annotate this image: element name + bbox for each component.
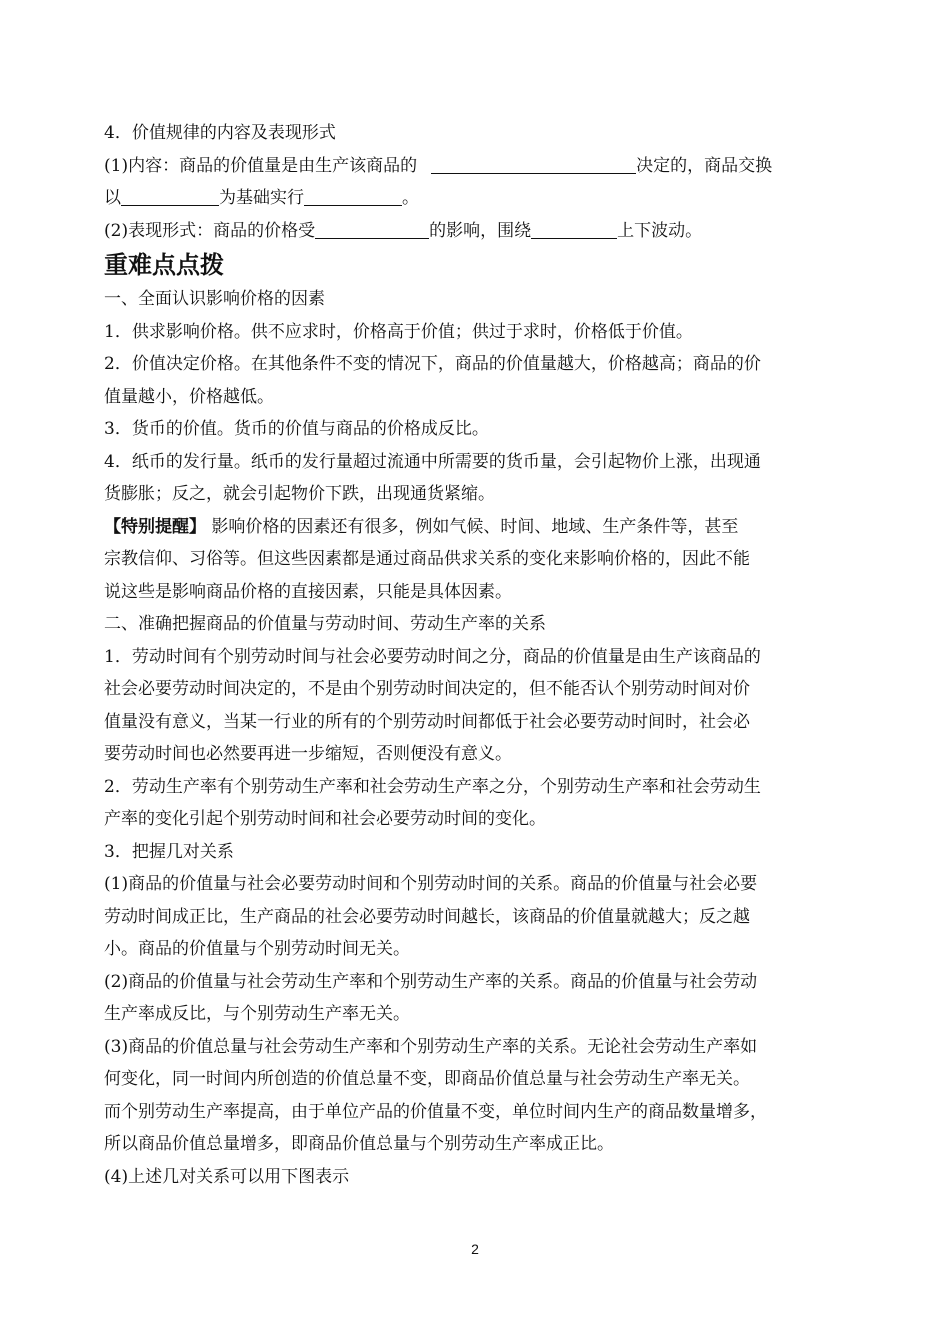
content-line	[104, 215, 848, 248]
paragraph-line: 4．纸币的发行量。纸币的发行量超过流通中所需要的货币量，会引起物价上涨，出现通	[104, 451, 761, 472]
fill-in-blank[interactable]	[431, 156, 636, 174]
paragraph-line: 1．供求影响价格。供不应求时，价格高于价值；供过于求时，价格低于价值。	[104, 321, 693, 342]
text: 影响价格的因素还有很多，例如气候、时间、地域、生产条件等，甚至	[206, 516, 739, 537]
content-line	[104, 182, 848, 215]
paragraph-line: 社会必要劳动时间决定的，不是由个别劳动时间决定的，但不能否认个别劳动时间对价	[104, 679, 750, 699]
page-number: 2	[471, 1241, 479, 1257]
paragraph-line: 而个别劳动生产率提高，由于单位产品的价值量不变，单位时间内生产的商品数量增多，	[104, 1101, 767, 1122]
part2-title: 二、准确把握商品的价值量与劳动时间、劳动生产率的关系	[104, 614, 546, 634]
paragraph-line: (2)商品的价值量与社会劳动生产率和个别劳动生产率的关系。商品的价值量与社会劳动	[104, 971, 758, 992]
special-note-line	[104, 511, 848, 544]
paragraph-line: 2．价值决定价格。在其他条件不变的情况下，商品的价值量越大，价格越高；商品的价	[104, 354, 761, 374]
paragraph-line: 1．劳动时间有个别劳动时间与社会必要劳动时间之分，商品的价值量是由生产该商品的	[104, 646, 761, 667]
paragraph-line: 说这些是影响商品价格的直接因素，只能是具体因素。	[104, 581, 512, 602]
text: 的影响，围绕	[429, 220, 532, 241]
paragraph-line: 产率的变化引起个别劳动时间和社会必要劳动时间的变化。	[104, 809, 546, 829]
fill-in-blank[interactable]	[315, 221, 429, 239]
special-note-label: 【特别提醒】	[104, 516, 206, 537]
document-page	[104, 117, 848, 1193]
text: 决定的，商品交换	[636, 155, 773, 176]
text: (1)内容：商品的价值量是由生产该商品的	[104, 155, 418, 176]
part1-title: 一、全面认识影响价格的因素	[104, 289, 325, 309]
section-4-title: 4．价值规律的内容及表现形式	[104, 123, 336, 143]
paragraph-line: 值量没有意义，当某一行业的所有的个别劳动时间都低于社会必要劳动时间时，社会必	[104, 711, 750, 732]
paragraph-line: 所以商品价值总量增多，即商品价值总量与个别劳动生产率成正比。	[104, 1134, 614, 1154]
paragraph-line: (4)上述几对关系可以用下图表示	[104, 1166, 350, 1187]
text: 为基础实行	[219, 188, 304, 208]
paragraph-line: 值量越小，价格越低。	[104, 386, 274, 407]
paragraph-line: 何变化，同一时间内所创造的价值总量不变，即商品价值总量与社会劳动生产率无关。	[104, 1069, 750, 1089]
fill-in-blank[interactable]	[304, 188, 402, 206]
paragraph-line: 3．把握几对关系	[104, 841, 234, 862]
paragraph-line: 小。商品的价值量与个别劳动时间无关。	[104, 939, 410, 959]
paragraph-line: 货膨胀；反之，就会引起物价下跌，出现通货紧缩。	[104, 484, 495, 504]
text: 。	[402, 188, 419, 208]
paragraph-line: 3．货币的价值。货币的价值与商品的价格成反比。	[104, 419, 489, 439]
paragraph-line: (3)商品的价值总量与社会劳动生产率和个别劳动生产率的关系。无论社会劳动生产率如	[104, 1036, 758, 1057]
paragraph-line: 劳动时间成正比，生产商品的社会必要劳动时间越长，该商品的价值量就越大；反之越	[104, 906, 750, 927]
paragraph-line: (1)商品的价值量与社会必要劳动时间和个别劳动时间的关系。商品的价值量与社会必要	[104, 874, 758, 894]
text: 以	[104, 188, 121, 208]
paragraph-line: 生产率成反比，与个别劳动生产率无关。	[104, 1004, 410, 1024]
text: (2)表现形式：商品的价格受	[104, 220, 316, 241]
paragraph-line: 要劳动时间也必然要再进一步缩短，否则便没有意义。	[104, 744, 512, 764]
content-line	[104, 150, 848, 183]
fill-in-blank[interactable]	[121, 188, 219, 206]
fill-in-blank[interactable]	[531, 221, 617, 239]
section-heading: 重难点点拨	[104, 251, 224, 279]
paragraph-line: 宗教信仰、习俗等。但这些因素都是通过商品供求关系的变化来影响价格的，因此不能	[104, 549, 750, 569]
paragraph-line: 2．劳动生产率有个别劳动生产率和社会劳动生产率之分，个别劳动生产率和社会劳动生	[104, 776, 761, 797]
text: 上下波动。	[617, 220, 703, 241]
